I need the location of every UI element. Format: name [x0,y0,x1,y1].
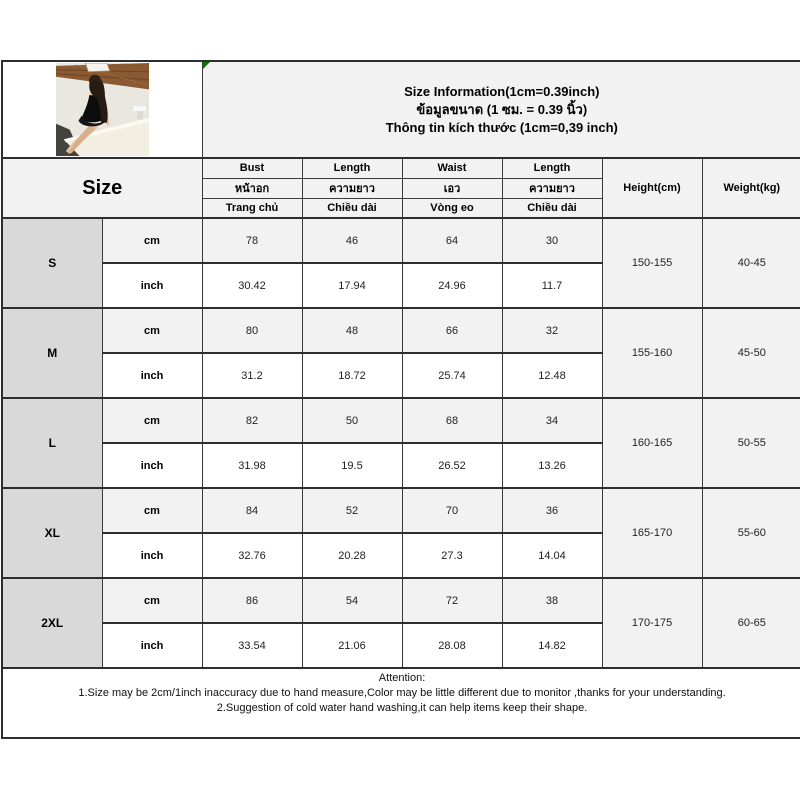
xl-height: 165-170 [602,488,702,578]
row-2xl-cm [2,578,800,623]
l-bust-inch: 31.98 [202,443,302,488]
title-vietnamese: Thông tin kích thước (1cm=0,39 inch) [385,120,618,135]
l-height: 160-165 [602,398,702,488]
size-label-s: S [2,218,102,308]
m-waist-inch: 25.74 [402,353,502,398]
col-header-length-en: Length [302,158,402,178]
size-label-2xl: 2XL [2,578,102,668]
cell-corner-flag-icon [203,62,210,69]
col-header-bust-en: Bust [202,158,302,178]
xl-waist-inch: 27.3 [402,533,502,578]
s-weight: 40-45 [702,218,800,308]
l-length-cm: 50 [302,398,402,443]
m-bust-inch: 31.2 [202,353,302,398]
l-waist-inch: 26.52 [402,443,502,488]
xl-length-cm: 52 [302,488,402,533]
s-height: 150-155 [602,218,702,308]
s-length-inch: 17.94 [302,263,402,308]
col-header-length-vi: Chiều dài [302,198,402,218]
m-length-inch: 18.72 [302,353,402,398]
xl-length2-cm: 36 [502,488,602,533]
unit-cm: cm [102,398,202,443]
s-bust-cm: 78 [202,218,302,263]
unit-inch: inch [102,353,202,398]
2xl-length2-inch: 14.82 [502,623,602,668]
col-header-length2-th: ความยาว [502,178,602,198]
l-length-inch: 19.5 [302,443,402,488]
size-label-xl: XL [2,488,102,578]
2xl-weight: 60-65 [702,578,800,668]
xl-length2-inch: 14.04 [502,533,602,578]
col-header-bust-th: หน้าอก [202,178,302,198]
attention-title: Attention: [378,672,426,684]
m-bust-cm: 80 [202,308,302,353]
s-length2-cm: 30 [502,218,602,263]
s-waist-inch: 24.96 [402,263,502,308]
attention-cell [2,668,800,738]
unit-cm: cm [102,488,202,533]
2xl-height: 170-175 [602,578,702,668]
col-header-waist-vi: Vòng eo [402,198,502,218]
row-xl-cm [2,488,800,533]
col-header-bust-vi: Trang chủ [202,198,302,218]
col-header-length2-en: Length [502,158,602,178]
2xl-bust-inch: 33.54 [202,623,302,668]
header-row [2,61,800,158]
s-bust-inch: 30.42 [202,263,302,308]
col-header-waist-th: เอว [402,178,502,198]
s-waist-cm: 64 [402,218,502,263]
product-photo [55,63,150,156]
col-header-length-th: ความยาว [302,178,402,198]
attention-line-1: 1.Size may be 2cm/1inch inaccuracy due to hand measure,Color may be little different due to monitor ,thanks for your understanding. [78,687,726,699]
attention-row [2,668,800,738]
s-length-cm: 46 [302,218,402,263]
size-information-header [202,61,800,158]
2xl-waist-inch: 28.08 [402,623,502,668]
unit-inch: inch [102,533,202,578]
title-english: Size Information(1cm=0.39inch) [404,84,600,99]
row-l-cm [2,398,800,443]
m-length-cm: 48 [302,308,402,353]
unit-cm: cm [102,218,202,263]
size-label-l: L [2,398,102,488]
unit-inch: inch [102,263,202,308]
attention-line-2: 2.Suggestion of cold water hand washing,it can help items keep their shape. [216,702,588,714]
2xl-length-cm: 54 [302,578,402,623]
unit-inch: inch [102,443,202,488]
title-thai: ข้อมูลขนาด (1 ซม. = 0.39 นิ้ว) [416,102,588,117]
l-weight: 50-55 [702,398,800,488]
l-bust-cm: 82 [202,398,302,443]
xl-length-inch: 20.28 [302,533,402,578]
col-header-length2-vi: Chiều dài [502,198,602,218]
2xl-length2-cm: 38 [502,578,602,623]
row-m-cm [2,308,800,353]
l-length2-cm: 34 [502,398,602,443]
col-header-waist-en: Waist [402,158,502,178]
row-s-cm [2,218,800,263]
unit-cm: cm [102,578,202,623]
l-waist-cm: 68 [402,398,502,443]
height-column-header: Height(cm) [602,158,702,218]
unit-cm: cm [102,308,202,353]
m-length2-inch: 12.48 [502,353,602,398]
weight-column-header: Weight(kg) [702,158,800,218]
unit-inch: inch [102,623,202,668]
m-weight: 45-50 [702,308,800,398]
2xl-length-inch: 21.06 [302,623,402,668]
xl-bust-inch: 32.76 [202,533,302,578]
size-column-header: Size [2,158,202,218]
product-photo-cell [2,61,202,158]
m-length2-cm: 32 [502,308,602,353]
m-waist-cm: 66 [402,308,502,353]
l-length2-inch: 13.26 [502,443,602,488]
xl-bust-cm: 84 [202,488,302,533]
2xl-bust-cm: 86 [202,578,302,623]
2xl-waist-cm: 72 [402,578,502,623]
s-length2-inch: 11.7 [502,263,602,308]
column-header-row-en [2,158,800,178]
xl-waist-cm: 70 [402,488,502,533]
size-label-m: M [2,308,102,398]
m-height: 155-160 [602,308,702,398]
xl-weight: 55-60 [702,488,800,578]
size-chart-table [1,60,800,739]
